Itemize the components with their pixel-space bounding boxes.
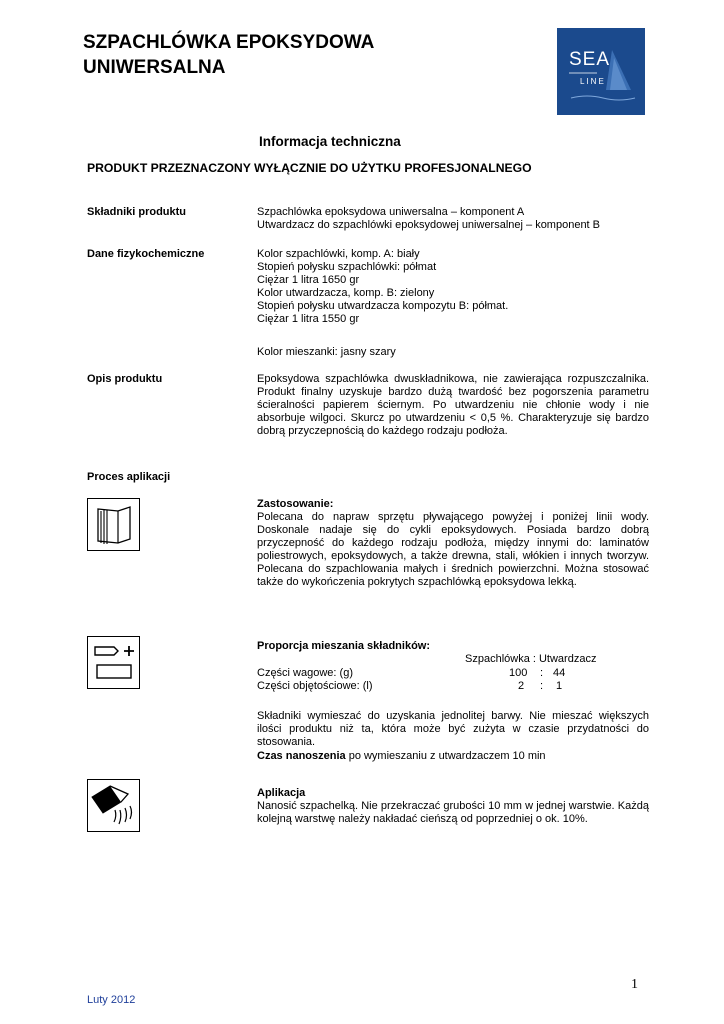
apply-heading: Aplikacja: [257, 787, 306, 799]
mixing-icon: [87, 636, 140, 689]
spatula-icon: [87, 779, 140, 832]
ratio-a: 100: [509, 667, 528, 679]
pot-life-value: po wymieszaniu z utwardzaczem 10 min: [345, 750, 546, 762]
professional-use-notice: PRODUKT PRZEZNACZONY WYŁĄCZNIE DO UŻYTKU PROFESJONALNEGO: [87, 161, 532, 175]
pot-life-text: [257, 750, 649, 763]
usage-text: Polecana do napraw sprzętu pływającego powyżej i poniżej linii wody. Doskonale nadaje się do cykli epoksydowych. Posiada bardzo dobrą przyczepność do każdego rodzaju podłoża, między innymi do: laminatów poliestrowych, epoksydowych, a także drewna, stali, włókien i innych tworzyw. Polecana do szpachlowania małych i średnich powierzchni. Można stosować także do wykończenia pokrytych szpachlówką epoksydowa lekką.: [257, 511, 649, 588]
physchem-line: Ciężar 1 litra 1550 gr: [257, 313, 360, 325]
physchem-label: Dane fizykochemiczne: [87, 248, 205, 260]
mixing-heading-text: Proporcja mieszania składników:: [257, 640, 431, 652]
ratio-row-label: Części wagowe: (g): [257, 667, 353, 679]
physchem-line: Stopień połysku szpachlówki: półmat: [257, 261, 437, 273]
title-line-2: UNIWERSALNA: [83, 57, 226, 78]
physchem-text: [257, 248, 649, 326]
mixing-note: Składniki wymieszać do uzyskania jednolitej barwy. Nie mieszać większych ilości produktu niż ta, która może być zużyta w czasie przydatności do stosowania.: [257, 710, 649, 748]
physchem-line: Kolor szpachlówki, komp. A: biały: [257, 248, 420, 260]
document-title: [83, 30, 374, 80]
mixing-heading: [257, 640, 649, 653]
mixing-column-header: Szpachlówka : Utwardzacz: [465, 653, 597, 665]
ingredient-line: Utwardzacz do szpachlówki epoksydowej uniwersalnej – komponent B: [257, 219, 601, 231]
ratio-b: 1: [556, 680, 563, 692]
title-line-1: SZPACHLÓWKA EPOKSYDOWA: [83, 32, 375, 53]
ratio-sep: :: [540, 680, 544, 692]
sea-line-logo: [557, 28, 645, 115]
subtitle: Informacja techniczna: [259, 134, 401, 149]
ratio-sep: :: [540, 667, 544, 679]
footer-date: Luty 2012: [87, 994, 136, 1006]
mixing-row-weight: [257, 667, 617, 681]
ratio-row-label: Części objętościowe: (l): [257, 680, 373, 692]
apply-block: [257, 787, 649, 826]
book-icon: [87, 498, 140, 551]
ratio-b: 44: [553, 667, 566, 679]
description-label: Opis produktu: [87, 373, 163, 385]
physchem-line: Kolor utwardzacza, komp. B: zielony: [257, 287, 435, 299]
usage-block: [257, 498, 649, 589]
physchem-line: Stopień połysku utwardzacza kompozytu B: półmat.: [257, 300, 509, 312]
logo-text-sea: SEA: [569, 49, 611, 70]
ratio-a: 2: [518, 680, 525, 692]
ingredient-line: Szpachlówka epoksydowa uniwersalna – komponent A: [257, 206, 525, 218]
page-number: 1: [631, 977, 638, 992]
apply-text: Nanosić szpachelką. Nie przekraczać grubości 10 mm w jednej warstwie. Każdą kolejną warstwę należy nakładać cieńszą od poprzedniej o ok. 10%.: [257, 800, 649, 825]
usage-heading: Zastosowanie:: [257, 498, 334, 510]
pot-life-label: Czas nanoszenia: [257, 750, 346, 762]
ingredients-text: [257, 206, 649, 232]
logo-text-line: LINE: [580, 77, 606, 86]
physchem-line: Ciężar 1 litra 1650 gr: [257, 274, 360, 286]
description-text: Epoksydowa szpachlówka dwuskładnikowa, nie zawierająca rozpuszczalnika. Produkt finalny uzyskuje bardzo dużą twardość bez pogorszenia parametru ścieralności papierem ściernym. Po utwardzeniu nie chłonie wody i nie absorbuje wilgoci. Skurcz po utwardzeniu < 0,5 %. Charakteryzuje się bardzo dobrą przyczepnością do każdego rodzaju podłoża.: [257, 373, 649, 437]
ingredients-label: Składniki produktu: [87, 206, 187, 218]
mix-color-text: Kolor mieszanki: jasny szary: [257, 346, 396, 358]
mixing-row-volume: [257, 680, 617, 694]
application-process-label: Proces aplikacji: [87, 471, 171, 483]
